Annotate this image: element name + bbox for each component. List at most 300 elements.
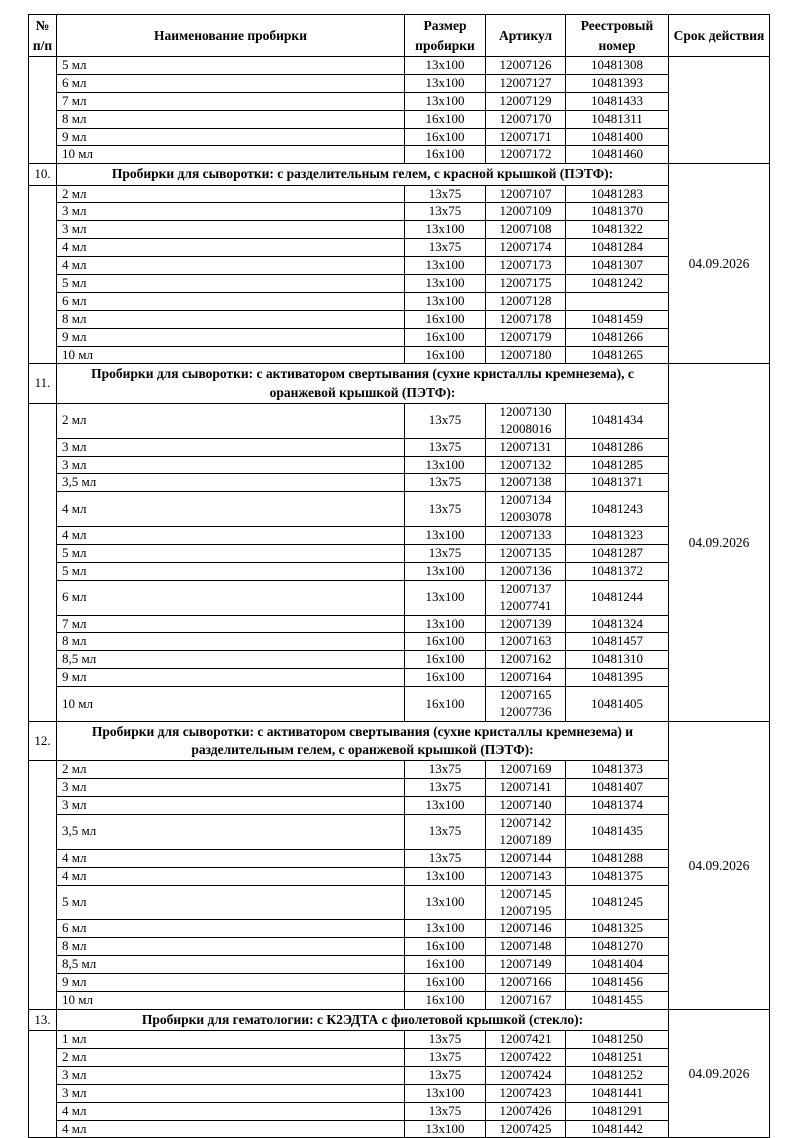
col-header-size: Размер пробирки <box>405 15 486 57</box>
table-row <box>29 185 770 203</box>
table-row <box>29 633 770 651</box>
registry-number-cell: 10481375 <box>566 867 669 885</box>
table-row <box>29 1066 770 1084</box>
article-number: 12007421 <box>499 1031 552 1047</box>
article-number: 12007140 <box>499 797 552 813</box>
tube-name-cell: 8 мл <box>57 633 405 651</box>
table-row <box>29 403 770 438</box>
tube-size-cell: 13x75 <box>405 1048 486 1066</box>
table-row <box>29 527 770 545</box>
registry-number-cell: 10481265 <box>566 346 669 364</box>
tube-size-cell: 13x100 <box>405 562 486 580</box>
section-title: Пробирки для сыворотки: с активатором свертывания (сухие кристаллы кремнезема), с оранжевой крышкой (ПЭТФ): <box>57 364 669 403</box>
article-number: 12007171 <box>499 128 552 144</box>
article-number: 12007148 <box>499 938 552 954</box>
tube-name-cell: 6 мл <box>57 292 405 310</box>
article-cell <box>486 257 566 275</box>
tube-size-cell: 13x100 <box>405 257 486 275</box>
col-header-registry: Реестровый номер <box>566 15 669 57</box>
table-row <box>29 492 770 527</box>
section-number-spacer <box>29 57 57 164</box>
registry-number-cell: 10481245 <box>566 885 669 920</box>
col-header-name: Наименование пробирки <box>57 15 405 57</box>
article-number: 12007195 <box>499 902 552 918</box>
tube-name-cell: 9 мл <box>57 328 405 346</box>
article-cell <box>486 292 566 310</box>
tube-name-cell: 8 мл <box>57 110 405 128</box>
article-cell <box>486 545 566 563</box>
article-cell <box>486 403 566 438</box>
article-number: 12007173 <box>499 257 552 273</box>
article-cell <box>486 991 566 1009</box>
registry-number-cell <box>566 292 669 310</box>
tube-size-cell: 13x100 <box>405 292 486 310</box>
article-number: 12007736 <box>499 704 552 720</box>
section-number: 11. <box>29 364 57 403</box>
table-row <box>29 580 770 615</box>
article-number: 12007138 <box>499 474 552 490</box>
table-row <box>29 292 770 310</box>
article-cell <box>486 815 566 850</box>
article-cell <box>486 867 566 885</box>
article-cell <box>486 110 566 128</box>
article-cell <box>486 438 566 456</box>
table-row <box>29 128 770 146</box>
tube-name-cell: 4 мл <box>57 239 405 257</box>
tube-size-cell: 16x100 <box>405 346 486 364</box>
section-number: 12. <box>29 721 57 760</box>
col-header-article: Артикул <box>486 15 566 57</box>
table-row <box>29 346 770 364</box>
tube-size-cell: 13x75 <box>405 1066 486 1084</box>
table-row <box>29 239 770 257</box>
article-number: 12007144 <box>499 849 552 865</box>
tube-name-cell: 8 мл <box>57 310 405 328</box>
tube-name-cell: 1 мл <box>57 1031 405 1049</box>
tube-name-cell: 10 мл <box>57 687 405 722</box>
article-number: 12007130 <box>499 403 552 419</box>
registry-number-cell: 10481393 <box>566 74 669 92</box>
article-number: 12007128 <box>499 292 552 308</box>
tube-size-cell: 13x100 <box>405 885 486 920</box>
article-cell <box>486 1066 566 1084</box>
tube-name-cell: 4 мл <box>57 1120 405 1138</box>
article-number: 12007423 <box>499 1084 552 1100</box>
article-cell <box>486 1048 566 1066</box>
article-cell <box>486 346 566 364</box>
article-number: 12007425 <box>499 1120 552 1136</box>
article-number: 12007145 <box>499 885 552 901</box>
table-row <box>29 146 770 164</box>
registry-number-cell: 10481456 <box>566 974 669 992</box>
registry-number-cell: 10481433 <box>566 92 669 110</box>
table-row <box>29 849 770 867</box>
validity-date-cell: 04.09.2026 <box>669 1009 770 1138</box>
article-cell <box>486 221 566 239</box>
article-cell <box>486 669 566 687</box>
article-number: 12007108 <box>499 221 552 237</box>
tube-size-cell: 16x100 <box>405 956 486 974</box>
tube-size-cell: 13x75 <box>405 239 486 257</box>
section-number-spacer <box>29 403 57 721</box>
tube-name-cell: 8,5 мл <box>57 956 405 974</box>
article-cell <box>486 580 566 615</box>
table-row <box>29 456 770 474</box>
article-number: 12007166 <box>499 974 552 990</box>
table-row <box>29 669 770 687</box>
registry-number-cell: 10481455 <box>566 991 669 1009</box>
registry-number-cell: 10481243 <box>566 492 669 527</box>
registry-number-cell: 10481242 <box>566 275 669 293</box>
table-row <box>29 74 770 92</box>
article-cell <box>486 128 566 146</box>
table-row <box>29 974 770 992</box>
article-cell <box>486 57 566 75</box>
table-row <box>29 797 770 815</box>
table-row <box>29 57 770 75</box>
tube-size-cell: 13x75 <box>405 474 486 492</box>
article-number: 12007179 <box>499 328 552 344</box>
registry-number-cell: 10481311 <box>566 110 669 128</box>
tube-size-cell: 13x100 <box>405 920 486 938</box>
registry-number-cell: 10481405 <box>566 687 669 722</box>
registry-number-cell: 10481270 <box>566 938 669 956</box>
article-cell <box>486 239 566 257</box>
validity-date-cell: 04.09.2026 <box>669 364 770 721</box>
tube-size-cell: 13x75 <box>405 492 486 527</box>
table-body <box>29 57 770 1138</box>
registry-number-cell: 10481252 <box>566 1066 669 1084</box>
tube-name-cell: 3,5 мл <box>57 474 405 492</box>
tube-size-cell: 16x100 <box>405 146 486 164</box>
registry-number-cell: 10481374 <box>566 797 669 815</box>
article-cell <box>486 920 566 938</box>
tube-name-cell: 5 мл <box>57 562 405 580</box>
article-cell <box>486 74 566 92</box>
article-number: 12007424 <box>499 1066 552 1082</box>
registry-number-cell: 10481325 <box>566 920 669 938</box>
tube-name-cell: 5 мл <box>57 885 405 920</box>
article-cell <box>486 456 566 474</box>
tube-size-cell: 16x100 <box>405 110 486 128</box>
tube-name-cell: 4 мл <box>57 492 405 527</box>
tube-size-cell: 16x100 <box>405 974 486 992</box>
article-number: 12007143 <box>499 867 552 883</box>
table-row <box>29 779 770 797</box>
article-number: 12007129 <box>499 92 552 108</box>
tube-size-cell: 13x75 <box>405 1102 486 1120</box>
article-cell <box>486 797 566 815</box>
registry-number-cell: 10481324 <box>566 615 669 633</box>
validity-date-cell: 04.09.2026 <box>669 164 770 364</box>
article-cell <box>486 146 566 164</box>
registry-number-cell: 10481373 <box>566 761 669 779</box>
tube-size-cell: 13x75 <box>405 403 486 438</box>
table-row <box>29 1048 770 1066</box>
tube-size-cell: 13x100 <box>405 1084 486 1102</box>
tube-name-cell: 3 мл <box>57 779 405 797</box>
tube-name-cell: 6 мл <box>57 580 405 615</box>
article-number: 12007149 <box>499 956 552 972</box>
table-row <box>29 615 770 633</box>
article-number: 12007132 <box>499 456 552 472</box>
tube-name-cell: 4 мл <box>57 257 405 275</box>
registry-number-cell: 10481371 <box>566 474 669 492</box>
tube-size-cell: 13x100 <box>405 57 486 75</box>
registry-number-cell: 10481435 <box>566 815 669 850</box>
section-header-row <box>29 721 770 760</box>
article-number: 12007141 <box>499 779 552 795</box>
registry-number-cell: 10481251 <box>566 1048 669 1066</box>
tube-size-cell: 16x100 <box>405 687 486 722</box>
registry-number-cell: 10481284 <box>566 239 669 257</box>
table-row <box>29 562 770 580</box>
article-cell <box>486 1084 566 1102</box>
article-number: 12007180 <box>499 346 552 362</box>
registry-number-cell: 10481308 <box>566 57 669 75</box>
tube-size-cell: 13x75 <box>405 545 486 563</box>
article-number: 12007172 <box>499 146 552 162</box>
table-row <box>29 1120 770 1138</box>
tube-size-cell: 13x100 <box>405 615 486 633</box>
tube-name-cell: 2 мл <box>57 1048 405 1066</box>
table-row <box>29 221 770 239</box>
tube-size-cell: 13x75 <box>405 761 486 779</box>
tube-name-cell: 10 мл <box>57 346 405 364</box>
section-header-row <box>29 164 770 185</box>
article-number: 12003078 <box>499 509 552 525</box>
tube-size-cell: 16x100 <box>405 633 486 651</box>
table-row <box>29 651 770 669</box>
tube-size-cell: 13x100 <box>405 456 486 474</box>
article-number: 12007142 <box>499 815 552 831</box>
tube-name-cell: 3,5 мл <box>57 815 405 850</box>
article-number: 12007126 <box>499 57 552 72</box>
registry-number-cell: 10481322 <box>566 221 669 239</box>
table-row <box>29 1102 770 1120</box>
section-number-spacer <box>29 761 57 1009</box>
article-number: 12007127 <box>499 74 552 90</box>
table-row <box>29 761 770 779</box>
section-header-row <box>29 364 770 403</box>
registry-number-cell: 10481459 <box>566 310 669 328</box>
table-row <box>29 257 770 275</box>
table-row <box>29 328 770 346</box>
tube-size-cell: 13x100 <box>405 1120 486 1138</box>
tube-name-cell: 2 мл <box>57 761 405 779</box>
table-row <box>29 920 770 938</box>
table-header <box>29 15 770 57</box>
tube-name-cell: 4 мл <box>57 867 405 885</box>
article-number: 12008016 <box>499 420 552 436</box>
tube-size-cell: 13x75 <box>405 438 486 456</box>
tube-name-cell: 4 мл <box>57 1102 405 1120</box>
article-number: 12007109 <box>499 203 552 219</box>
tube-size-cell: 13x100 <box>405 867 486 885</box>
tube-size-cell: 13x75 <box>405 849 486 867</box>
article-cell <box>486 527 566 545</box>
tube-size-cell: 16x100 <box>405 669 486 687</box>
article-cell <box>486 310 566 328</box>
article-number: 12007178 <box>499 310 552 326</box>
registry-number-cell: 10481266 <box>566 328 669 346</box>
tube-size-cell: 13x100 <box>405 92 486 110</box>
article-number: 12007422 <box>499 1048 552 1064</box>
table-row <box>29 310 770 328</box>
tube-size-cell: 13x75 <box>405 1031 486 1049</box>
article-cell <box>486 651 566 669</box>
tube-size-cell: 16x100 <box>405 651 486 669</box>
tube-size-cell: 16x100 <box>405 128 486 146</box>
registry-number-cell: 10481442 <box>566 1120 669 1138</box>
tube-name-cell: 5 мл <box>57 275 405 293</box>
article-number: 12007133 <box>499 527 552 543</box>
table-row <box>29 203 770 221</box>
article-cell <box>486 1102 566 1120</box>
article-cell <box>486 687 566 722</box>
article-number: 12007137 <box>499 580 552 596</box>
article-cell <box>486 938 566 956</box>
article-number: 12007741 <box>499 597 552 613</box>
table-row <box>29 110 770 128</box>
tube-size-cell: 16x100 <box>405 991 486 1009</box>
tube-name-cell: 2 мл <box>57 403 405 438</box>
registry-number-cell: 10481400 <box>566 128 669 146</box>
section-title: Пробирки для гематологии: с К2ЭДТА с фиолетовой крышкой (стекло): <box>57 1009 669 1030</box>
tube-size-cell: 13x100 <box>405 580 486 615</box>
table-row <box>29 92 770 110</box>
registry-number-cell: 10481307 <box>566 257 669 275</box>
article-cell <box>486 275 566 293</box>
tube-name-cell: 5 мл <box>57 57 405 75</box>
validity-date-cell <box>669 57 770 164</box>
table-row <box>29 438 770 456</box>
registry-number-cell: 10481460 <box>566 146 669 164</box>
registry-number-cell: 10481372 <box>566 562 669 580</box>
section-header-row <box>29 1009 770 1030</box>
tube-size-cell: 16x100 <box>405 328 486 346</box>
section-title: Пробирки для сыворотки: с активатором свертывания (сухие кристаллы кремнезема) и разделительным гелем, с оранжевой крышкой (ПЭТФ): <box>57 721 669 760</box>
registry-number-cell: 10481407 <box>566 779 669 797</box>
tube-name-cell: 3 мл <box>57 221 405 239</box>
tube-name-cell: 7 мл <box>57 92 405 110</box>
tube-name-cell: 4 мл <box>57 849 405 867</box>
article-number: 12007163 <box>499 633 552 649</box>
table-row <box>29 885 770 920</box>
col-header-number: № п/п <box>29 15 57 57</box>
validity-date-cell: 04.09.2026 <box>669 721 770 1009</box>
tube-name-cell: 3 мл <box>57 1066 405 1084</box>
article-cell <box>486 92 566 110</box>
tube-size-cell: 13x75 <box>405 185 486 203</box>
tubes-registry-table <box>28 14 770 1138</box>
tube-name-cell: 9 мл <box>57 669 405 687</box>
article-cell <box>486 849 566 867</box>
article-cell <box>486 633 566 651</box>
registry-number-cell: 10481288 <box>566 849 669 867</box>
registry-number-cell: 10481287 <box>566 545 669 563</box>
table-row <box>29 991 770 1009</box>
article-number: 12007136 <box>499 562 552 578</box>
tube-name-cell: 7 мл <box>57 615 405 633</box>
tube-name-cell: 2 мл <box>57 185 405 203</box>
article-number: 12007146 <box>499 920 552 936</box>
section-number: 13. <box>29 1009 57 1030</box>
article-number: 12007165 <box>499 687 552 703</box>
article-number: 12007189 <box>499 831 552 847</box>
article-number: 12007175 <box>499 275 552 291</box>
article-cell <box>486 474 566 492</box>
article-number: 12007169 <box>499 761 552 777</box>
article-number: 12007174 <box>499 239 552 255</box>
tube-name-cell: 3 мл <box>57 456 405 474</box>
registry-number-cell: 10481250 <box>566 1031 669 1049</box>
tube-name-cell: 6 мл <box>57 920 405 938</box>
tube-size-cell: 13x100 <box>405 221 486 239</box>
article-cell <box>486 779 566 797</box>
tube-name-cell: 9 мл <box>57 128 405 146</box>
registry-number-cell: 10481283 <box>566 185 669 203</box>
registry-number-cell: 10481370 <box>566 203 669 221</box>
article-number: 12007164 <box>499 669 552 685</box>
section-title: Пробирки для сыворотки: с разделительным гелем, с красной крышкой (ПЭТФ): <box>57 164 669 185</box>
col-header-validity: Срок действия <box>669 15 770 57</box>
tube-size-cell: 13x75 <box>405 815 486 850</box>
tube-name-cell: 10 мл <box>57 146 405 164</box>
tube-size-cell: 13x100 <box>405 527 486 545</box>
tube-name-cell: 9 мл <box>57 974 405 992</box>
table-row <box>29 545 770 563</box>
tube-size-cell: 13x75 <box>405 203 486 221</box>
article-number: 12007162 <box>499 651 552 667</box>
registry-number-cell: 10481395 <box>566 669 669 687</box>
article-cell <box>486 562 566 580</box>
tube-name-cell: 8,5 мл <box>57 651 405 669</box>
tube-name-cell: 3 мл <box>57 203 405 221</box>
registry-number-cell: 10481457 <box>566 633 669 651</box>
article-cell <box>486 1031 566 1049</box>
table-row <box>29 1084 770 1102</box>
article-number: 12007426 <box>499 1102 552 1118</box>
article-number: 12007135 <box>499 545 552 561</box>
registry-number-cell: 10481285 <box>566 456 669 474</box>
registry-number-cell: 10481441 <box>566 1084 669 1102</box>
article-cell <box>486 615 566 633</box>
article-cell <box>486 1120 566 1138</box>
article-cell <box>486 185 566 203</box>
table-row <box>29 275 770 293</box>
article-number: 12007139 <box>499 615 552 631</box>
article-cell <box>486 328 566 346</box>
article-cell <box>486 492 566 527</box>
registry-number-cell: 10481323 <box>566 527 669 545</box>
table-header-row <box>29 15 770 57</box>
article-number: 12007134 <box>499 492 552 508</box>
table-row <box>29 1031 770 1049</box>
tube-size-cell: 13x75 <box>405 779 486 797</box>
table-row <box>29 867 770 885</box>
tube-name-cell: 5 мл <box>57 545 405 563</box>
table-row <box>29 956 770 974</box>
tube-size-cell: 16x100 <box>405 938 486 956</box>
article-cell <box>486 974 566 992</box>
article-number: 12007167 <box>499 991 552 1007</box>
tube-size-cell: 13x100 <box>405 74 486 92</box>
tube-name-cell: 3 мл <box>57 1084 405 1102</box>
article-number: 12007107 <box>499 185 552 201</box>
tube-name-cell: 6 мл <box>57 74 405 92</box>
section-number: 10. <box>29 164 57 185</box>
